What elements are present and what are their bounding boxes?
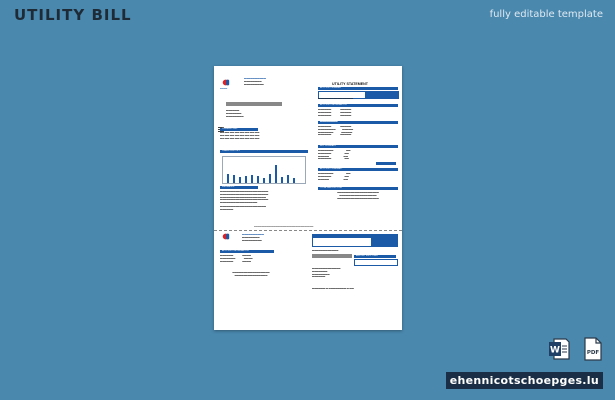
usage-bar bbox=[269, 174, 271, 183]
account-information-bar: ACCOUNT INFORMATION bbox=[318, 104, 398, 107]
current-bill-table: ▬▬ ▬▬ ▬▬ ▬▬ ▬▬ ▬▬ ▬▬ ▬▬ ▬▬ ▬▬ ▬▬ ▬▬ ▬▬ ▬▬ ▬▬ ▬▬ ▬▬ ▬▬ ▬▬ ▬▬ ▬▬ ▬▬ ▬▬ ▬▬ bbox=[220, 132, 260, 140]
payment-barcode bbox=[312, 254, 352, 258]
current-bill-bar: CURRENT BILL bbox=[220, 128, 258, 131]
bill-summary-table: ▬▬▬▬▬▬▬ ▬▬ ▬▬▬▬▬▬ ▬▬ ▬▬▬▬▬ ▬▬ ▬▬▬▬▬▬ ▬▬ bbox=[318, 150, 351, 161]
usage-bar bbox=[245, 176, 247, 183]
usage-bar bbox=[287, 175, 289, 183]
scan-line: ▬▬▬▬▬▬ ▬ ▬▬▬▬▬▬▬▬ ▬ ▬▬ bbox=[312, 288, 354, 290]
total-amount-due-bar: TOTAL AMOUNT DUE bbox=[318, 187, 398, 190]
utility-bill-document bbox=[214, 66, 402, 330]
page-subtitle: fully editable template bbox=[489, 9, 603, 20]
messages-text: ▬▬▬▬▬▬▬▬▬▬▬▬▬▬▬▬▬▬▬▬▬▬ ▬▬▬▬▬▬▬▬▬▬▬▬▬▬▬▬▬▬▬▬▬▬ ▬▬▬▬▬▬▬▬▬▬▬▬▬▬▬▬▬▬▬▬▬ ▬▬▬▬▬▬▬▬▬▬▬▬▬▬▬▬▬▬▬▬▬▬ ▬▬▬▬▬▬▬▬▬▬▬▬▬▬▬▬▬ ▬▬▬▬▬▬▬▬▬▬▬▬▬▬▬▬▬▬▬▬▬ ▬▬▬▬▬▬ bbox=[220, 191, 269, 211]
usage-bar bbox=[251, 175, 253, 183]
meter-bar: ▬▬▬▬▬▬▬▬ bbox=[318, 121, 398, 124]
company-address-stub: ▬▬▬▬▬▬▬▬▬▬ ▬▬▬▬▬▬▬▬ ▬▬▬▬▬▬▬▬▬ bbox=[242, 234, 264, 242]
account-number-note: ▬▬▬▬▬▬▬▬▬▬▬▬▬▬▬▬ bbox=[318, 98, 353, 100]
company-logo-icon bbox=[222, 78, 231, 87]
past-due-note-stub: ▬▬▬▬▬▬▬▬▬▬▬▬▬▬▬▬▬ ▬▬▬▬▬▬▬▬▬▬▬▬▬▬▬ bbox=[232, 272, 270, 277]
messages-bar: MESSAGES bbox=[220, 186, 258, 189]
usage-bar bbox=[239, 177, 241, 183]
payment-summary-box bbox=[312, 234, 398, 247]
usage-bar bbox=[227, 174, 229, 183]
account-information-table: ▬▬▬▬▬▬ ▬▬▬▬▬ ▬▬▬▬▬▬ ▬▬▬▬▬ ▬▬▬▬▬▬ ▬▬▬▬▬ bbox=[318, 109, 352, 117]
account-summary-bar: ACCOUNT SUMMARY bbox=[318, 168, 398, 171]
tear-note: ▬▬▬▬▬▬▬▬▬▬▬▬▬▬▬▬▬▬▬▬▬▬▬▬▬▬▬▬▬▬▬▬▬ bbox=[254, 226, 314, 228]
customer-address: ▬▬▬▬▬▬ ▬▬▬▬▬▬▬ ▬▬▬▬▬▬▬▬ bbox=[226, 110, 244, 118]
company-logo-text: ▬▬▬▬ bbox=[220, 88, 228, 90]
svg-text:W: W bbox=[550, 345, 560, 356]
word-document-icon[interactable] bbox=[548, 337, 570, 361]
bill-summary-bar: BILL SUMMARY bbox=[318, 145, 398, 148]
usage-bar bbox=[281, 177, 283, 183]
usage-bar bbox=[275, 165, 277, 183]
usage-chart bbox=[222, 156, 306, 184]
usage-bar bbox=[263, 178, 265, 183]
company-logo-icon-stub bbox=[222, 232, 231, 241]
tear-line bbox=[214, 230, 402, 231]
svg-text:PDF: PDF bbox=[586, 350, 600, 356]
usage-bar bbox=[293, 178, 295, 183]
pdf-document-icon[interactable] bbox=[583, 337, 603, 361]
account-information-bottom-table: ▬▬▬▬▬▬ ▬▬▬▬ ▬▬▬▬▬▬▬ ▬▬▬▬ ▬▬▬▬▬▬ ▬▬▬▬ bbox=[220, 255, 253, 263]
account-number-bar: ACCOUNT NUMBER bbox=[318, 87, 398, 90]
amount-enclosed-bar: AMOUNT ENCLOSED bbox=[354, 255, 396, 258]
past-due-message: ▬▬▬▬▬▬▬▬▬▬▬▬▬▬▬▬▬▬▬ ▬▬▬▬▬▬▬▬▬▬▬▬▬▬▬▬▬ ▬▬▬▬▬▬▬▬▬▬▬▬▬▬▬▬▬▬▬ bbox=[337, 192, 379, 200]
amount-enclosed-box bbox=[354, 259, 398, 266]
meter-table: ▬▬▬▬▬▬ ▬▬▬▬▬ ▬▬▬▬▬▬▬▬ ▬▬▬▬▬ ▬▬▬▬▬▬▬ ▬▬▬▬▬ ▬▬▬▬▬▬ ▬▬▬▬▬ bbox=[318, 126, 354, 137]
site-watermark: ehennicotschoepges.lu bbox=[446, 372, 603, 389]
bill-summary-total bbox=[376, 162, 396, 165]
usage-bar bbox=[257, 176, 259, 183]
account-summary-table: ▬▬▬▬▬▬▬ ▬▬ ▬▬▬▬▬▬ ▬▬ ▬▬▬▬▬ ▬▬ bbox=[318, 173, 351, 181]
remit-address: ▬▬▬▬▬▬▬▬▬▬▬▬▬ ▬▬▬▬▬▬▬ ▬▬▬▬▬▬▬▬ ▬▬▬▬▬▬ bbox=[312, 268, 341, 279]
page-title: UTILITY BILL bbox=[14, 6, 132, 24]
usage-bar bbox=[233, 175, 235, 183]
due-date-note: ▬▬▬▬▬▬▬▬▬▬▬▬ bbox=[312, 250, 339, 252]
mailing-barcode bbox=[226, 102, 282, 106]
company-address: ▬▬▬▬▬▬▬▬▬▬ ▬▬▬▬▬▬▬▬ ▬▬▬▬▬▬▬▬▬ bbox=[244, 78, 266, 86]
statement-title: UTILITY STATEMENT bbox=[332, 82, 368, 86]
account-information-bottom-bar: ACCOUNT INFORMATION bbox=[220, 250, 274, 253]
usage-history-bar: USAGE HISTORY bbox=[220, 150, 308, 153]
